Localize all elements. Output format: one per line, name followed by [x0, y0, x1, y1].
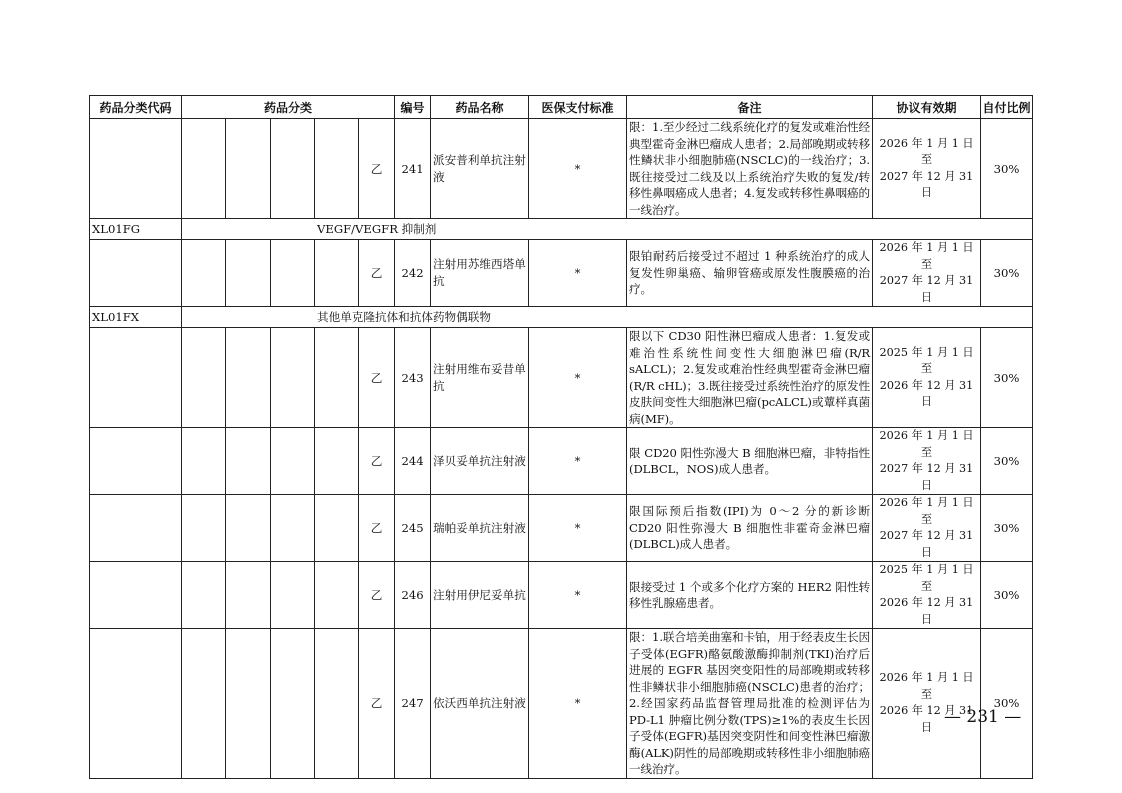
validity-end: 2026 年 12 月 31 日	[879, 378, 974, 408]
validity-end: 2026 年 12 月 31 日	[879, 596, 974, 626]
drug-name: 派安普利单抗注射液	[431, 119, 529, 219]
drug-number: 241	[395, 119, 431, 219]
validity-end: 2026 年 12 月 31 日	[879, 704, 974, 734]
validity-end: 2027 年 12 月 31 日	[879, 169, 974, 199]
drug-note: 限接受过 1 个或多个化疗方案的 HER2 阳性转移性乳腺癌患者。	[627, 562, 873, 629]
drug-number: 242	[395, 240, 431, 307]
table-row	[90, 240, 1033, 307]
drug-class: 乙	[359, 119, 395, 219]
table-row	[90, 428, 1033, 495]
drug-note: 限 CD20 阳性弥漫大 B 细胞淋巴瘤，非特指性(DLBCL，NOS)成人患者。	[627, 428, 873, 495]
header-name: 药品名称	[431, 96, 529, 119]
payment-standard: *	[529, 119, 627, 219]
category-row	[90, 307, 1033, 328]
drug-note: 限：1.至少经过二线系统化疗的复发或难治性经典型霍奇金淋巴瘤成人患者；2.局部晚期或转移性鳞状非小细胞肺癌(NSCLC)的一线治疗；3.既往接受过二线及以上系统治疗失败的复发/转移性鼻咽癌成人患者；4.复发或转移性鼻咽癌的一线治疗。	[627, 119, 873, 219]
drug-number: 247	[395, 629, 431, 779]
category-row	[90, 219, 1033, 240]
validity-start: 2026 年 1 月 1 日至	[879, 496, 974, 526]
drug-class: 乙	[359, 562, 395, 629]
table-row	[90, 629, 1033, 779]
category-name-cell	[182, 307, 1033, 328]
drug-class: 乙	[359, 328, 395, 428]
self-pay-ratio: 30%	[981, 328, 1033, 428]
validity-start: 2026 年 1 月 1 日至	[879, 671, 974, 701]
table-row	[90, 119, 1033, 219]
self-pay-ratio: 30%	[981, 629, 1033, 779]
drug-note: 限以下 CD30 阳性淋巴瘤成人患者：1.复发或难治性系统性间变性大细胞淋巴瘤(R/R sALCL)；2.复发或难治性经典型霍奇金淋巴瘤(R/R cHL)；3.既往接受过系统性治疗的原发性皮肤间变性大细胞淋巴瘤(pcALCL)或蕈样真菌病(MF)。	[627, 328, 873, 428]
drug-note: 限国际预后指数(IPI)为 0～2 分的新诊断 CD20 阳性弥漫大 B 细胞性非霍奇金淋巴瘤(DLBCL)成人患者。	[627, 495, 873, 562]
validity-end: 2027 年 12 月 31 日	[879, 274, 974, 304]
self-pay-ratio: 30%	[981, 428, 1033, 495]
page-number: — 231 —	[944, 707, 1022, 727]
validity-end: 2027 年 12 月 31 日	[879, 529, 974, 559]
drug-name: 注射用伊尼妥单抗	[431, 562, 529, 629]
validity-start: 2025 年 1 月 1 日至	[879, 563, 974, 593]
self-pay-ratio: 30%	[981, 240, 1033, 307]
drug-name: 注射用苏维西塔单抗	[431, 240, 529, 307]
drug-class: 乙	[359, 629, 395, 779]
drug-number: 243	[395, 328, 431, 428]
validity-start: 2026 年 1 月 1 日至	[879, 136, 974, 166]
payment-standard: *	[529, 629, 627, 779]
validity-period	[873, 328, 981, 428]
header-num: 编号	[395, 96, 431, 119]
table-row	[90, 562, 1033, 629]
header-standard: 医保支付标准	[529, 96, 627, 119]
drug-number: 246	[395, 562, 431, 629]
code-cell	[90, 119, 182, 219]
header-ratio: 自付比例	[981, 96, 1033, 119]
header-category: 药品分类	[182, 96, 395, 119]
table-header-row	[90, 96, 1033, 119]
payment-standard: *	[529, 562, 627, 629]
drug-name: 依沃西单抗注射液	[431, 629, 529, 779]
validity-period	[873, 562, 981, 629]
category-name: VEGF/VEGFR 抑制剂	[317, 222, 437, 236]
category-name: 其他单克隆抗体和抗体药物偶联物	[317, 310, 491, 324]
drug-name: 注射用维布妥昔单抗	[431, 328, 529, 428]
header-note: 备注	[627, 96, 873, 119]
payment-standard: *	[529, 240, 627, 307]
validity-start: 2026 年 1 月 1 日至	[879, 241, 974, 271]
validity-period	[873, 119, 981, 219]
header-validity: 协议有效期	[873, 96, 981, 119]
drug-note: 限铂耐药后接受过不超过 1 种系统治疗的成人复发性卵巢癌、输卵管癌或原发性腹膜癌的治疗。	[627, 240, 873, 307]
payment-standard: *	[529, 495, 627, 562]
validity-start: 2026 年 1 月 1 日至	[879, 429, 974, 459]
validity-end: 2027 年 12 月 31 日	[879, 462, 974, 492]
category-name-cell	[182, 219, 1033, 240]
drug-class: 乙	[359, 240, 395, 307]
drug-class: 乙	[359, 428, 395, 495]
validity-period	[873, 428, 981, 495]
category-code: XL01FX	[90, 307, 182, 328]
self-pay-ratio: 30%	[981, 119, 1033, 219]
drug-class: 乙	[359, 495, 395, 562]
payment-standard: *	[529, 428, 627, 495]
self-pay-ratio: 30%	[981, 562, 1033, 629]
table-row	[90, 495, 1033, 562]
drug-number: 244	[395, 428, 431, 495]
validity-period	[873, 495, 981, 562]
drug-name: 瑞帕妥单抗注射液	[431, 495, 529, 562]
validity-start: 2025 年 1 月 1 日至	[879, 345, 974, 375]
drug-catalog-table	[89, 95, 1033, 779]
category-code: XL01FG	[90, 219, 182, 240]
drug-note: 限：1.联合培美曲塞和卡铂，用于经表皮生长因子受体(EGFR)酪氨酸激酶抑制剂(TKI)治疗后进展的 EGFR 基因突变阳性的局部晚期或转移性非鳞状非小细胞肺癌(NSCLC)患者的治疗；2.经国家药品监督管理局批准的检测评估为 PD-L1 肿瘤比例分数(TPS)≥1%的表皮生长因子受体(EGFR)基因突变阴性和间变性淋巴瘤激酶(ALK)阴性的局部晚期或转移性非小细胞肺癌一线治疗。	[627, 629, 873, 779]
validity-period	[873, 240, 981, 307]
validity-period	[873, 629, 981, 779]
table-row	[90, 328, 1033, 428]
header-code: 药品分类代码	[90, 96, 182, 119]
payment-standard: *	[529, 328, 627, 428]
drug-number: 245	[395, 495, 431, 562]
self-pay-ratio: 30%	[981, 495, 1033, 562]
drug-name: 泽贝妥单抗注射液	[431, 428, 529, 495]
